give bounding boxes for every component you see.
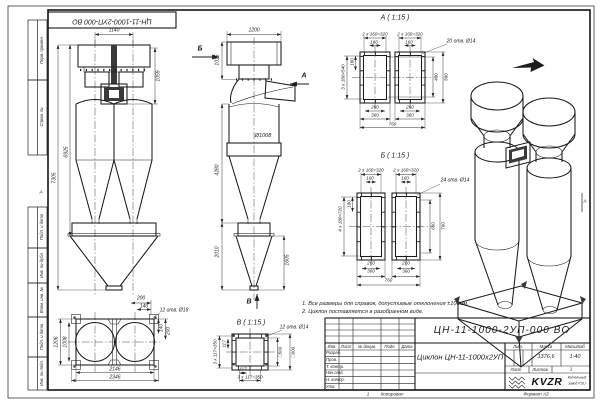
view-a-180: 180 [349, 58, 355, 66]
view-v-pitch-bottom: 3 х 117=350 [237, 374, 263, 380]
margin-label-perv-primen: Перв. примен. [38, 36, 44, 64]
view-a-760: 760 [388, 121, 397, 127]
margin-label-podp-data-1: Подп. и дата [38, 213, 44, 241]
lit-label: Лит. [513, 343, 523, 349]
view-b-pitch-top-1: 2 х 160=320 [358, 167, 384, 173]
dim-plan-140-right: 140 [158, 323, 164, 333]
view-label-v: В [246, 298, 252, 306]
copied-label: Копировал [380, 391, 404, 397]
view-b-pitch-top-2: 2 х 160=320 [393, 167, 419, 173]
dim-side-1200: 1200 [248, 27, 260, 33]
view-b-360-2: 360 [402, 268, 410, 274]
margin-label-inv-dubl: Инв. № дубл. [38, 252, 44, 278]
view-b-260-1: 260 [367, 260, 375, 266]
row-prov: Пров. [326, 356, 338, 362]
view-b-160-2: 160 [401, 175, 409, 181]
view-label-a: А [301, 72, 307, 80]
view-b-760-side: 760 [440, 222, 446, 230]
view-v-sq600: □600 [290, 346, 296, 358]
dim-plan-200-right: 200 [165, 326, 171, 336]
dim-plan-2346: 2346 [109, 374, 121, 380]
dim-side-2010: 2010 [214, 246, 221, 258]
view-a-260-1: 260 [371, 104, 379, 110]
dim-front-1059: 1059 [155, 70, 161, 82]
col-list: Лист [340, 343, 352, 349]
view-a-pitch-left: 3 х 180=540 [340, 64, 346, 90]
row-utv: Утв. [326, 383, 336, 389]
view-a-pitch-top-2: 2 х 160=320 [397, 31, 423, 37]
mass-label: Масса [539, 343, 553, 349]
dim-side-1605: 1605 [284, 254, 291, 266]
dim-front-6925: 6925 [63, 146, 69, 158]
product-title: Циклон ЦН-11-1000х2УП [416, 352, 504, 362]
scale-value: 1:40 [569, 354, 581, 361]
view-a-580: 580 [443, 73, 449, 81]
doc-number: ЦН-11-1000-2УП-000 ВО [433, 324, 571, 336]
view-a-holes: 20 отв. Ø14 [446, 38, 476, 44]
row-razrab: Разраб. [326, 350, 342, 356]
mass-value: 1376,6 [537, 354, 555, 361]
view-a-480: 480 [433, 73, 439, 81]
view-b [341, 173, 442, 287]
view-a-160-2: 160 [405, 39, 413, 45]
zone-marker-left: А [39, 189, 43, 195]
view-label-b: Б [197, 45, 203, 53]
view-v-title: В ( 1:15 ) [236, 319, 266, 327]
dim-plan-1206: 1206 [53, 336, 60, 348]
view-a-260-2: 260 [406, 104, 414, 110]
dim-front-1140: 1140 [108, 27, 120, 34]
col-izm: Изм. [327, 343, 337, 349]
view-b-360-1: 360 [367, 268, 375, 274]
side-view [192, 31, 309, 309]
row-nkontr: Н. контр. [326, 376, 345, 382]
note-2: 2. Циклон поставляется в разобранном виде. [302, 309, 424, 316]
front-view [58, 32, 160, 296]
margin-label-vzam-inv: Взам. инв. № [38, 287, 44, 313]
dim-side-4280: 4280 [214, 164, 221, 176]
dim-plan-1008: 1008 [62, 336, 68, 348]
dim-side-dia1008: Ø1008 [254, 132, 272, 139]
sheet-frame [8, 6, 594, 398]
logo-text: KVZR [531, 375, 563, 388]
dim-plan-holes: 12 отв. Ø18 [159, 307, 189, 314]
dim-plan-200: 200 [136, 295, 146, 302]
view-v-117: 117 [221, 340, 227, 348]
zone-number-bottom: 1 [366, 391, 370, 397]
row-tkontr: Т. контр. [326, 363, 345, 369]
view-v-holes: 12 отв. Ø14 [279, 324, 309, 331]
view-b-180: 180 [346, 200, 352, 208]
logo-subtext-1: Котельный [567, 375, 587, 380]
logo-subtext-2: завод Р.SU [568, 381, 586, 386]
margin-label-podp-data-2: Подп. и дата [38, 323, 44, 351]
view-b-160-1: 160 [366, 175, 374, 181]
view-a-160-1: 160 [370, 39, 378, 45]
col-podp: Подп. [384, 343, 396, 349]
view-b-title: Б ( 1:15 ) [380, 152, 410, 160]
format-label: Формат А3 [523, 391, 549, 397]
dim-plan-140: 140 [139, 303, 149, 309]
view-b-260-2: 260 [402, 260, 410, 266]
view-a-360-2: 360 [406, 112, 414, 118]
view-v-117-bottom: 117 [239, 366, 247, 372]
view-v-sq500: □500 [277, 346, 283, 358]
view-v-pitch-left: 3 х 117=350 [212, 339, 218, 365]
view-a-pitch-top-1: 2 х 160=320 [362, 31, 388, 37]
row-nachotd: Нач.отд. [326, 370, 344, 376]
view-a-title: А ( 1:15 ) [380, 14, 410, 21]
view-b-pitch-left: 4 х 180=720 [337, 206, 343, 232]
flow-arrow [512, 58, 545, 72]
dim-front-7305: 7305 [51, 172, 57, 184]
dim-plan-2146: 2146 [109, 366, 121, 372]
margin-label-sprav: Справ. № [38, 107, 44, 127]
view-b-660: 660 [430, 222, 436, 230]
dim-side-1015: 1015 [214, 54, 221, 66]
sheets-label: Листов [532, 366, 548, 372]
note-1: 1. Все размеры для справок, допустимые отклонения ±100мм. [302, 301, 469, 308]
view-b-760: 760 [384, 277, 393, 283]
scale-label: Масштаб [565, 343, 585, 349]
view-b-holes: 24 отв. Ø14 [440, 177, 470, 184]
col-doc: № докум. [357, 343, 377, 349]
isometric-view [454, 58, 586, 367]
top-stamp-text: ЦН-11-1000-2УП-000 ВО [72, 17, 152, 24]
view-a [344, 36, 447, 129]
margin-label-inv-podl: Инв. № подл. [38, 360, 44, 386]
zone-marker-right: А [583, 198, 587, 204]
sheet-label: Лист [510, 366, 522, 372]
view-a-360-1: 360 [371, 112, 379, 118]
logo-icon [509, 377, 525, 388]
col-data: Дата [401, 343, 413, 349]
sheets-value: 1 [569, 366, 573, 372]
